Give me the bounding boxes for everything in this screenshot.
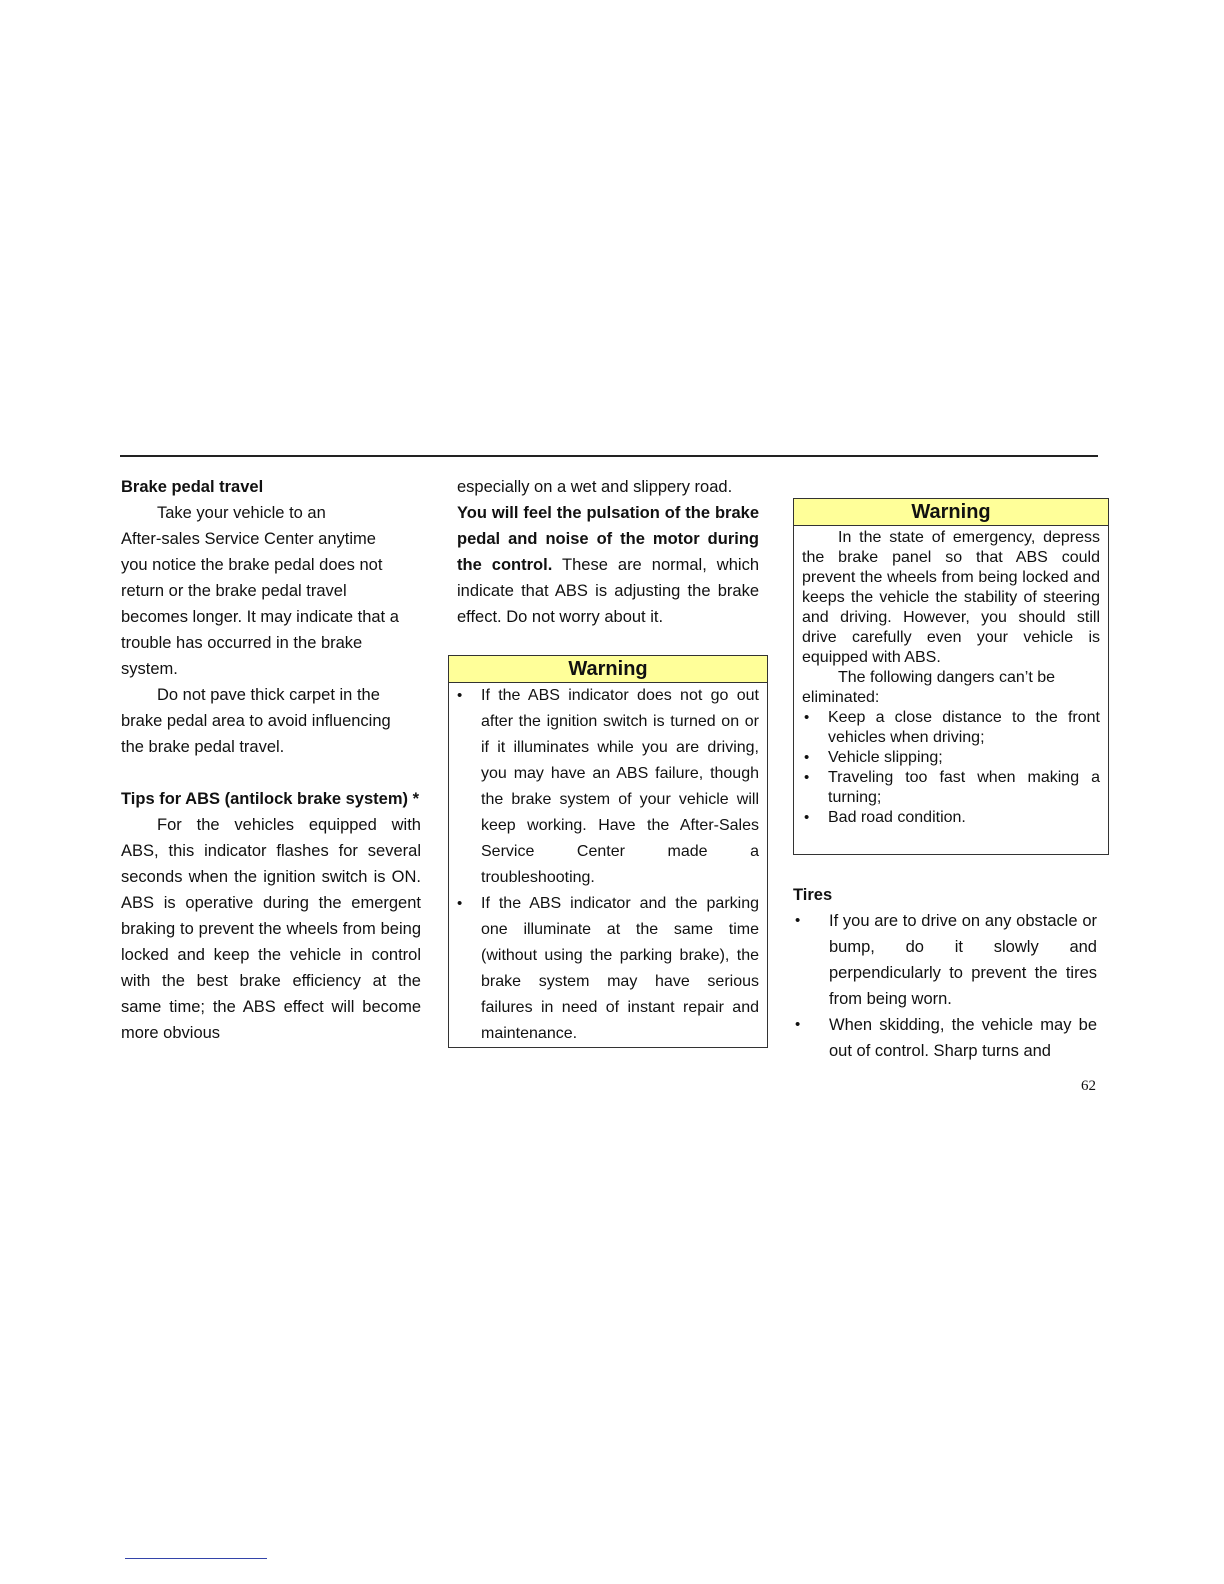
list-item: • If you are to drive on any obstacle or bump, do it slowly and perpendicularly to prevent the tires from being worn. [829,908,1097,1012]
warning-title: Warning [449,656,767,683]
abs-para2-rest: These are normal, which indicate that ABS is adjusting the brake effect. Do not worry about it. [457,556,759,626]
footnote-rule [125,1558,267,1559]
text-line: brake pedal area to avoid influencing [121,712,391,730]
brake-pedal-para1 [121,500,421,682]
text-line: trouble has occurred in the brake [121,634,363,652]
column-left [121,474,421,1046]
header-rule [120,455,1098,457]
list-item: • Bad road condition. [828,808,1100,828]
text-line: return or the brake pedal travel [121,582,347,600]
warning-emergency-list [802,708,1100,828]
abs-bold-note: You will feel the pulsation of the brake pedal and noise of the motor during the control. [457,504,759,574]
abs-para1: For the vehicles equipped with ABS, this indicator flashes for several seconds when the ignition switch is ON. ABS is operative during the emergent braking to prevent the wheels from being locked and keep the vehicle in control with the best brake efficiency at the same time; the ABS effect will become more obvious [121,816,421,1042]
list-item: • When skidding, the vehicle may be out of control. Sharp turns and [829,1012,1097,1064]
tires-list [793,908,1097,1064]
brake-pedal-heading: Brake pedal travel [121,478,264,496]
text-line: Do not pave thick carpet in the [157,686,380,704]
warning-abs-list [449,683,767,1047]
page-number: 62 [1081,1078,1096,1094]
text-line: becomes longer. It may indicate that a [121,608,399,626]
list-item: • Keep a close distance to the front vehicles when driving; [828,708,1100,748]
list-item: • Traveling too fast when making a turning; [828,768,1100,808]
warning-box-abs [448,655,768,1048]
tires-heading: Tires [793,886,833,904]
text-line: After-sales Service Center anytime [121,530,376,548]
text-line: the brake pedal travel. [121,738,285,756]
list-item: • If the ABS indicator and the parking one illuminate at the same time (without using the parking brake), the brake system may have serious failures in need of instant repair and maintenance. [481,891,759,1047]
abs-heading: Tips for ABS (antilock brake system) * [121,790,420,808]
warning-emergency-para2: The following dangers can’t be eliminated: [802,669,1056,706]
warning-box-emergency [793,498,1109,855]
brake-pedal-para2 [121,682,421,760]
warning-title: Warning [794,499,1108,526]
warning-emergency-para1: In the state of emergency, depress the brake panel so that ABS could prevent the wheels from being locked and keeps the vehicle the stability of steering and driving. However, you should still drive carefully even your vehicle is equipped with ABS. [802,529,1100,666]
list-item: • Vehicle slipping; [828,748,1100,768]
abs-para2 [457,500,759,630]
tires-section [793,882,1097,1064]
text-line: system. [121,660,178,678]
text-line: you notice the brake pedal does not [121,556,383,574]
list-item: • If the ABS indicator does not go out after the ignition switch is turned on or if it illuminates while you are driving, you may have an ABS failure, though the brake system of your vehicle will keep working. Have the After-Sales Service Center made a troubleshooting. [481,683,759,891]
text-line: Take your vehicle to an [157,504,326,522]
abs-para1-continued: especially on a wet and slippery road. [457,478,733,496]
column-middle [457,474,759,630]
